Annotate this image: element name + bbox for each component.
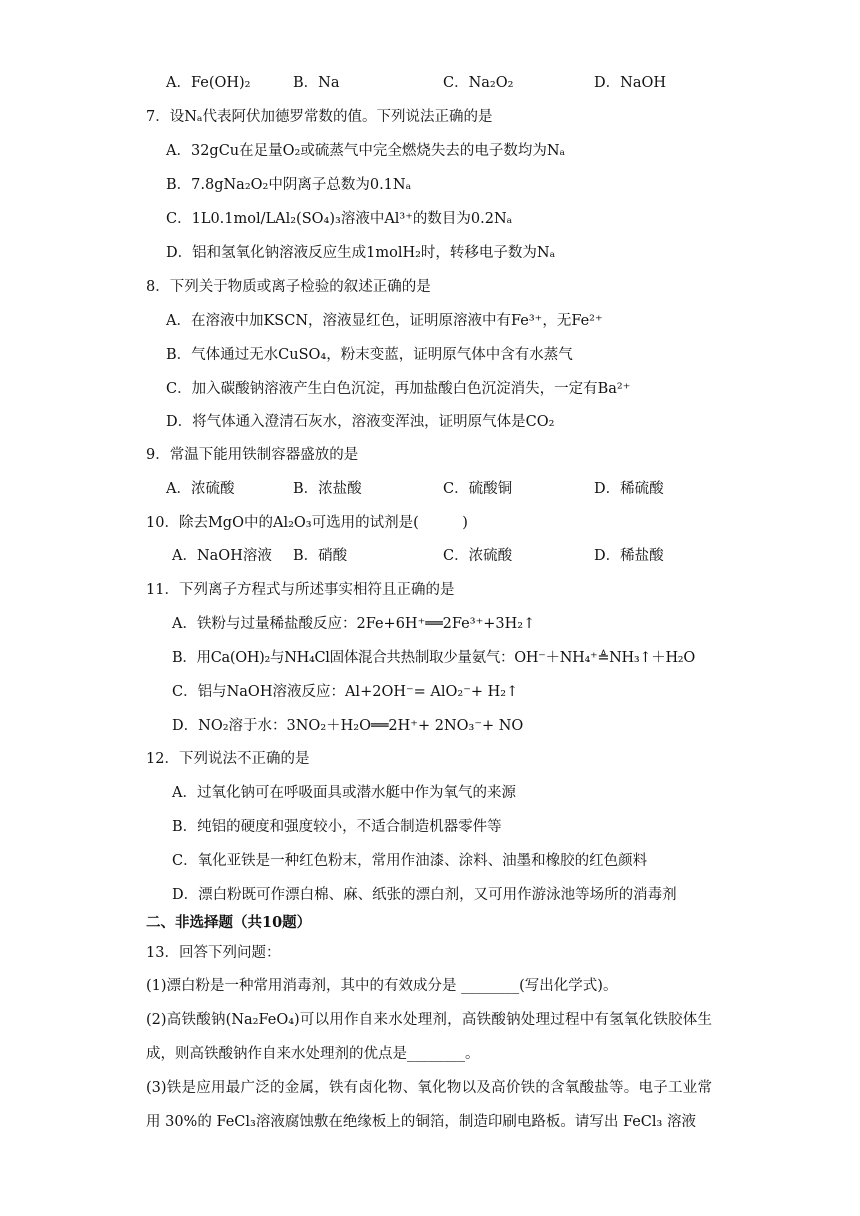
q10-option-c: C．浓硫酸 — [443, 548, 513, 564]
q9-option-b: B．浓盐酸 — [293, 481, 362, 497]
q11-option-c: C．铝与NaOH溶液反应：Al+2OH⁻= AlO₂⁻+ H₂↑ — [172, 684, 519, 700]
q7-stem: 7．设Nₐ代表阿伏加德罗常数的值。下列说法正确的是 — [146, 109, 493, 125]
q13-part-3: (3)铁是应用最广泛的金属，铁有卤化物、氧化物以及高价铁的含氧酸盐等。电子工业常用 30%的 FeCl₃溶液腐蚀敷在绝缘板上的铜箔，制造印刷电路板。请写出 FeCl₃ 溶液 — [146, 1080, 712, 1130]
q7-option-b: B．7.8gNa₂O₂中阴离子总数为0.1Nₐ — [166, 177, 412, 193]
q11-option-b: B．用Ca(OH)₂与NH₄Cl固体混合共热制取少量氨气：OH⁻＋NH₄⁺≜NH₃↑＋H₂O — [172, 650, 695, 666]
q11-option-d: D．NO₂溶于水：3NO₂＋H₂O══2H⁺+ 2NO₃⁻+ NO — [172, 718, 524, 734]
q6-option-c: C．Na₂O₂ — [443, 75, 514, 91]
q12-option-c: C．氧化亚铁是一种红色粉末，常用作油漆、涂料、油墨和橡胶的红色颜料 — [172, 853, 648, 869]
q13-part-1: (1)漂白粉是一种常用消毒剂，其中的有效成分是 ________(写出化学式)。 — [146, 978, 618, 994]
q9-option-d: D．稀硫酸 — [594, 481, 664, 497]
q10-option-b: B．硝酸 — [293, 548, 348, 564]
q12-stem: 12．下列说法不正确的是 — [146, 751, 310, 767]
q13-stem: 13．回答下列问题： — [146, 945, 281, 961]
q9-option-c: C．硫酸铜 — [443, 481, 513, 497]
q12-option-b: B．纯铝的硬度和强度较小，不适合制造机器零件等 — [172, 819, 502, 835]
q9-option-a: A．浓硫酸 — [166, 481, 235, 497]
q9-stem: 9．常温下能用铁制容器盛放的是 — [146, 447, 359, 463]
q8-option-a: A．在溶液中加KSCN，溶液显红色，证明原溶液中有Fe³⁺，无Fe²⁺ — [166, 313, 603, 329]
q7-option-a: A．32gCu在足量O₂或硫蒸气中完全燃烧失去的电子数均为Nₐ — [166, 143, 566, 159]
section-heading: 二、非选择题（共10题） — [146, 914, 312, 931]
q6-option-b: B．Na — [293, 75, 340, 91]
q6-option-a: A．Fe(OH)₂ — [166, 75, 251, 91]
q11-option-a: A．铁粉与过量稀盐酸反应：2Fe+6H⁺══2Fe³⁺+3H₂↑ — [172, 616, 536, 632]
q6-option-d: D．NaOH — [594, 75, 666, 91]
q7-option-d: D．铝和氢氧化钠溶液反应生成1molH₂时，转移电子数为Nₐ — [166, 245, 556, 261]
q8-option-d: D．将气体通入澄清石灰水，溶液变浑浊，证明原气体是CO₂ — [166, 414, 555, 430]
q10-option-d: D．稀盐酸 — [594, 548, 664, 564]
q8-option-c: C．加入碳酸钠溶液产生白色沉淀，再加盐酸白色沉淀消失，一定有Ba²⁺ — [166, 381, 631, 397]
q12-option-a: A．过氧化钠可在呼吸面具或潜水艇中作为氧气的来源 — [172, 785, 516, 801]
q8-option-b: B．气体通过无水CuSO₄，粉末变蓝，证明原气体中含有水蒸气 — [166, 347, 573, 363]
q7-option-c: C．1L0.1mol/LAl₂(SO₄)₃溶液中Al³⁺的数目为0.2Nₐ — [166, 211, 513, 227]
q13-part-2: (2)高铁酸钠(Na₂FeO₄)可以用作自来水处理剂，高铁酸钠处理过程中有氢氧化铁胶体生成，则高铁酸钠作自来水处理剂的优点是________。 — [146, 1012, 712, 1062]
q10-stem: 10．除去MgO中的Al₂O₃可选用的试剂是( ) — [146, 515, 468, 531]
q10-option-a: A．NaOH溶液 — [172, 548, 272, 564]
q11-stem: 11．下列离子方程式与所述事实相符且正确的是 — [146, 582, 455, 598]
q8-stem: 8．下列关于物质或离子检验的叙述正确的是 — [146, 279, 431, 295]
q12-option-d: D．漂白粉既可作漂白棉、麻、纸张的漂白剂，又可用作游泳池等场所的消毒剂 — [172, 887, 677, 903]
